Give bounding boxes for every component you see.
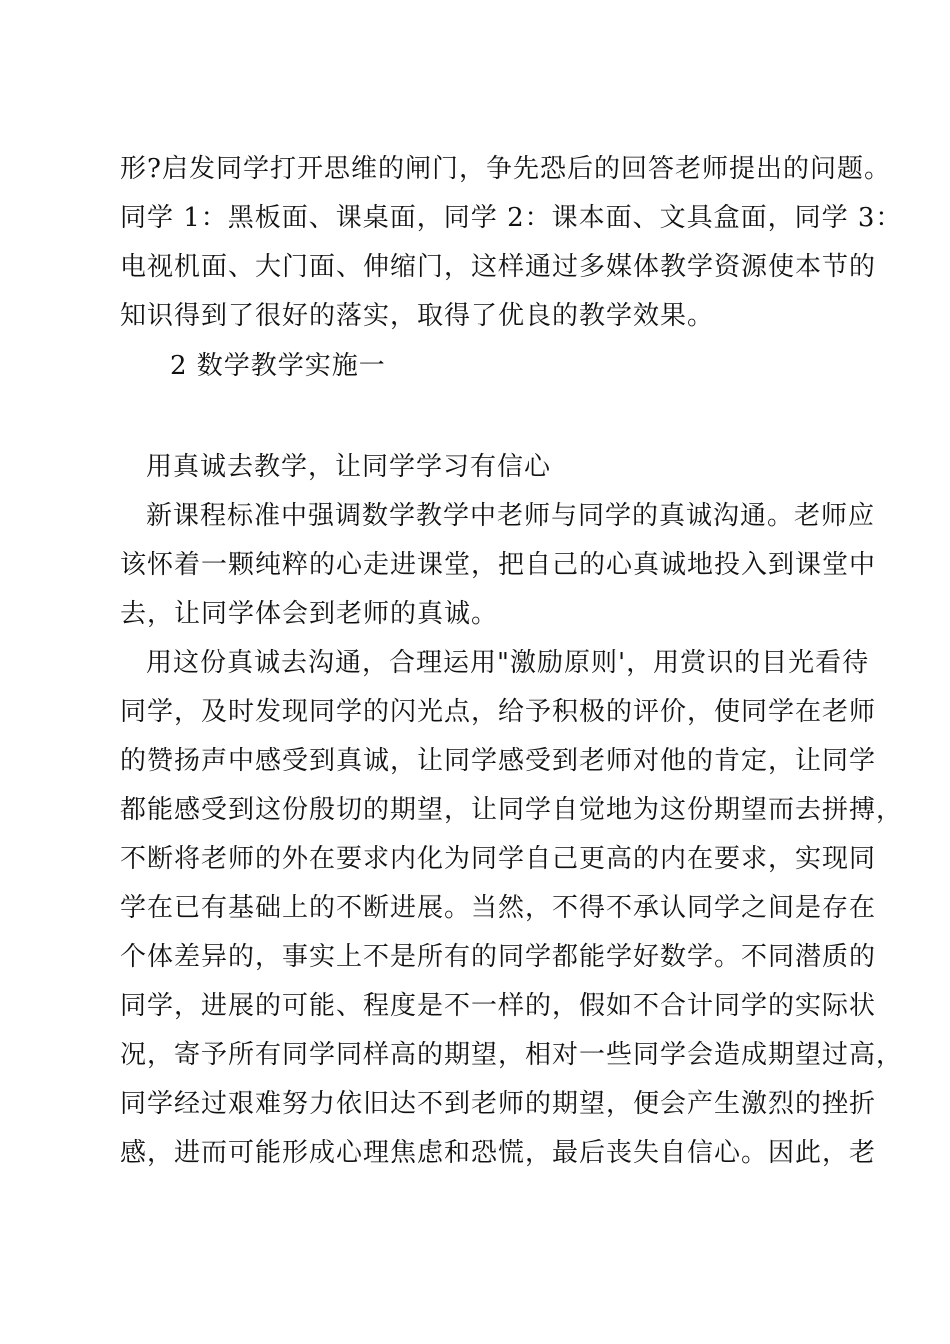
paragraph-line: 同学 1：黑板面、课桌面，同学 2：课本面、文具盒面，同学 3：	[120, 203, 903, 233]
paragraph-line: 同学经过艰难努力依旧达不到老师的期望，便会产生激烈的挫折	[120, 1089, 877, 1119]
paragraph-line: 同学，进展的可能、程度是不一样的，假如不合计同学的实际状	[120, 991, 877, 1021]
section-heading: 2 数学教学实施一	[170, 351, 386, 381]
paragraph-line: 学在已有基础上的不断进展。当然，不得不承认同学之间是存在	[120, 893, 877, 923]
paragraph-line: 新课程标准中强调数学教学中老师与同学的真诚沟通。老师应	[146, 501, 876, 531]
paragraph-line: 不断将老师的外在要求内化为同学自己更高的内在要求，实现同	[120, 844, 877, 874]
paragraph-line: 用这份真诚去沟通，合理运用"激励原则'，用赏识的目光看待	[146, 648, 870, 678]
paragraph-line: 个体差异的，事实上不是所有的同学都能学好数学。不同潜质的	[120, 942, 877, 972]
paragraph-line: 电视机面、大门面、伸缩门，这样通过多媒体教学资源使本节的	[120, 252, 877, 282]
paragraph-line: 感，进而可能形成心理焦虑和恐慌，最后丧失自信心。因此，老	[120, 1138, 877, 1168]
paragraph-line: 形?启发同学打开思维的闸门，争先恐后的回答老师提出的问题。	[120, 154, 891, 184]
subsection-heading: 用真诚去教学，让同学学习有信心	[146, 452, 552, 482]
paragraph-line: 的赞扬声中感受到真诚，让同学感受到老师对他的肯定，让同学	[120, 746, 877, 776]
paragraph-line: 同学，及时发现同学的闪光点，给予积极的评价，使同学在老师	[120, 697, 877, 727]
paragraph-line: 知识得到了很好的落实，取得了优良的教学效果。	[120, 301, 715, 331]
paragraph-line: 况，寄予所有同学同样高的期望，相对一些同学会造成期望过高，	[120, 1040, 904, 1070]
paragraph-line: 去，让同学体会到老师的真诚。	[120, 599, 499, 629]
paragraph-line: 该怀着一颗纯粹的心走进课堂，把自己的心真诚地投入到课堂中	[120, 550, 877, 580]
paragraph-line: 都能感受到这份殷切的期望，让同学自觉地为这份期望而去拼搏，	[120, 795, 904, 825]
